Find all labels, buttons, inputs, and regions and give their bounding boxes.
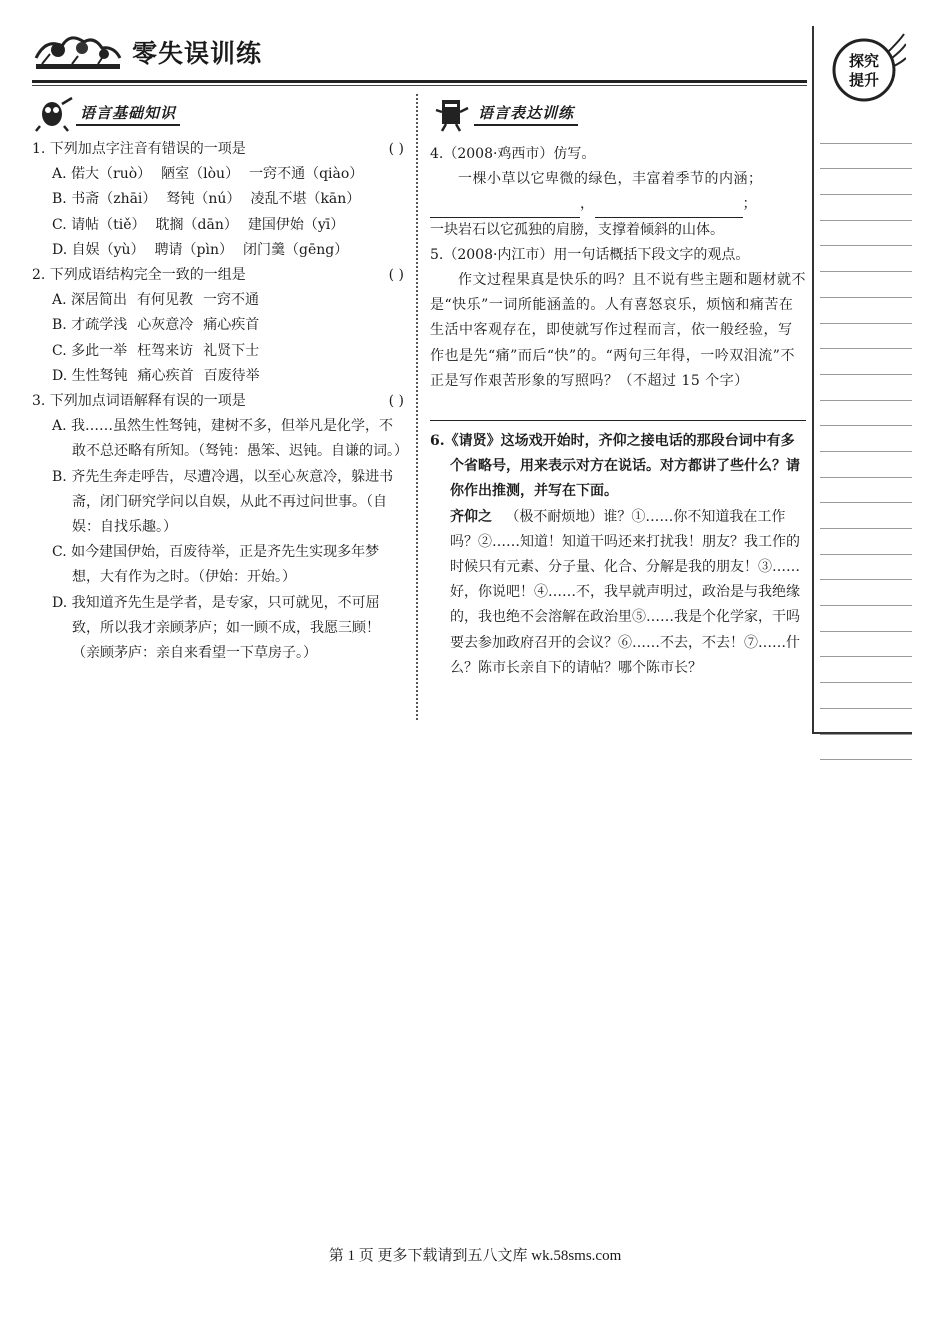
cartoon-pencil-icon (34, 96, 74, 132)
option-word: 痛心疾首 (137, 367, 194, 384)
option-word: 陋室（lòu） (161, 166, 240, 183)
badge-text-top: 探究 (848, 52, 880, 70)
option-row (32, 313, 404, 338)
notes-sidebar (812, 26, 916, 736)
explore-badge-icon (826, 30, 906, 108)
option-word: C. 请帖（tiě） (52, 216, 146, 233)
sidebar-bottom-rule (812, 732, 912, 734)
option-word: A. 深居简出 (52, 292, 128, 309)
option-word: 建国伊始（yī） (247, 216, 345, 233)
option-row (32, 238, 404, 263)
right-column (430, 142, 806, 681)
option-word: A. 偌大（ruò） (52, 166, 152, 183)
section-label-expression: 语言表达训练 (474, 102, 578, 126)
option-row (32, 288, 404, 313)
option-row (32, 213, 404, 238)
option-row (32, 162, 404, 187)
option-word: 驽钝（nú） (166, 191, 241, 208)
question-6-dialogue (430, 505, 806, 681)
option-word: 礼贤下士 (203, 342, 260, 359)
question-6 (430, 429, 806, 681)
option-word: 百废待举 (203, 367, 260, 384)
question-5-stem: 5.（2008·内江市）用一句话概括下段文字的观点。 (430, 246, 750, 263)
question-3 (32, 389, 408, 666)
option-word: D. 自娱（yù） (52, 241, 145, 258)
speaker-name: 齐仰之 (450, 508, 492, 525)
option-word: 一窍不通 (203, 292, 260, 309)
option-row (32, 364, 404, 389)
section-heading-expression (432, 96, 578, 132)
answer-paren: ( ) (388, 393, 404, 410)
option-b: B. 齐先生奔走呼告，尽遭冷遇，以至心灰意冷，躲进书斋，闭门研究学问以自娱，从此不再过问世事。（自娱：自找乐趣。） (52, 468, 394, 536)
column-divider (416, 94, 418, 720)
left-column (32, 137, 408, 666)
option-word: 痛心疾首 (203, 317, 260, 334)
option-word: D. 生性驽钝 (52, 367, 128, 384)
option-word: 耽搁（dān） (155, 216, 238, 233)
question-3-stem: 3. 下列加点词语解释有误的一项是 (32, 393, 246, 410)
question-5 (430, 243, 806, 421)
note-lines[interactable] (820, 118, 912, 760)
question-4-tail: 一块岩石以它孤独的肩膀，支撑着倾斜的山体。 (430, 221, 724, 238)
question-1-stem: 1. 下列加点字注音有错误的一项是 (32, 141, 246, 157)
dialogue-text: （极不耐烦地）谁？①……你不知道我在工作吗？②……知道！知道干吗还来打扰我！朋友？我工作的时候只有元素、分子量、化合、分解是我的朋友！③……好，你说吧！④……不，我早就声明过，政治是与我绝缘的，我也绝不会溶解在政治里⑤……我是个化学家，干吗要去参加政府召开的会议？⑥……不去，不去！⑦……什么？陈市长亲自下的请帖？哪个陈市长？ (450, 508, 800, 676)
question-4-example: 一棵小草以它卑微的绿色，丰富着季节的内涵；， ； (430, 167, 806, 217)
option-word: B. 才疏学浅 (52, 317, 128, 334)
page-footer: 第 1 页 更多下载请到五八文库 wk.58sms.com (328, 1248, 622, 1264)
option-word: 枉驾来访 (137, 342, 194, 359)
option-d: D. 我知道齐先生是学者，是专家，只可就见，不可屈致，所以我才亲顾茅庐；如一顾不成，我愿三顾！ （亲顾茅庐：亲自来看望一下草房子。） (52, 594, 380, 662)
question-4-stem: 4.（2008·鸡西市）仿写。 (430, 146, 596, 162)
cartoon-notebook-icon (432, 96, 472, 132)
option-word: B. 书斋（zhāi） (52, 191, 157, 208)
option-word: 一窍不通（qiào） (249, 166, 364, 183)
answer-line[interactable] (430, 398, 806, 421)
option-c: C. 如今建国伊始，百废待举，正是齐先生实现多年梦想，大有作为之时。（伊始：开始。） (52, 544, 380, 586)
answer-paren: ( ) (388, 267, 404, 284)
section-heading-basics (34, 96, 180, 132)
question-4 (430, 142, 806, 243)
question-6-stem: 6.《请贤》这场戏开始时，齐仰之接电话的那段台词中有多个省略号，用来表示对方在说话。对方都讲了些什么？请你作出推测，并写在下面。 (430, 433, 800, 500)
option-word: 心灰意冷 (137, 317, 194, 334)
option-row (32, 339, 404, 364)
option-word: 闭门羹（gēng） (243, 241, 349, 258)
badge-text-bottom: 提升 (848, 71, 880, 89)
question-5-passage: 作文过程果真是快乐的吗？且不说有些主题和题材就不是“快乐”一词所能涵盖的。人有喜怒哀乐，烦恼和痛苦在生活中客观存在，即使就写作过程而言，依一般经验，写作也是先“痛”而后“快”的。“两句三年得，一吟双泪流”不正是写作艰苦形象的写照吗？（不超过 15 个字） (430, 272, 806, 389)
question-2 (32, 263, 404, 389)
answer-paren: ( ) (388, 141, 404, 157)
header-rule-thin (32, 85, 807, 86)
option-word: 凌乱不堪（kān） (250, 191, 361, 208)
option-a: A. 我……虽然生性驽钝，建树不多，但举凡是化学，不敢不总还略有所知。（驽钝：愚笨、迟钝。自谦的词。） (52, 418, 408, 460)
section-label-basics: 语言基础知识 (76, 102, 180, 126)
option-word: 聘请（pìn） (154, 241, 234, 258)
page-header (32, 24, 807, 84)
option-row (32, 187, 404, 212)
header-rule (32, 80, 807, 83)
header-logo-icon (32, 28, 124, 76)
header-title: 零失误训练 (132, 39, 263, 68)
question-2-stem: 2. 下列成语结构完全一致的一组是 (32, 267, 246, 284)
question-4-text: 一棵小草以它卑微的绿色，丰富着季节的内涵； (458, 171, 763, 188)
option-word: 有何见教 (137, 292, 194, 309)
option-word: C. 多此一举 (52, 342, 128, 359)
question-1 (32, 137, 404, 263)
